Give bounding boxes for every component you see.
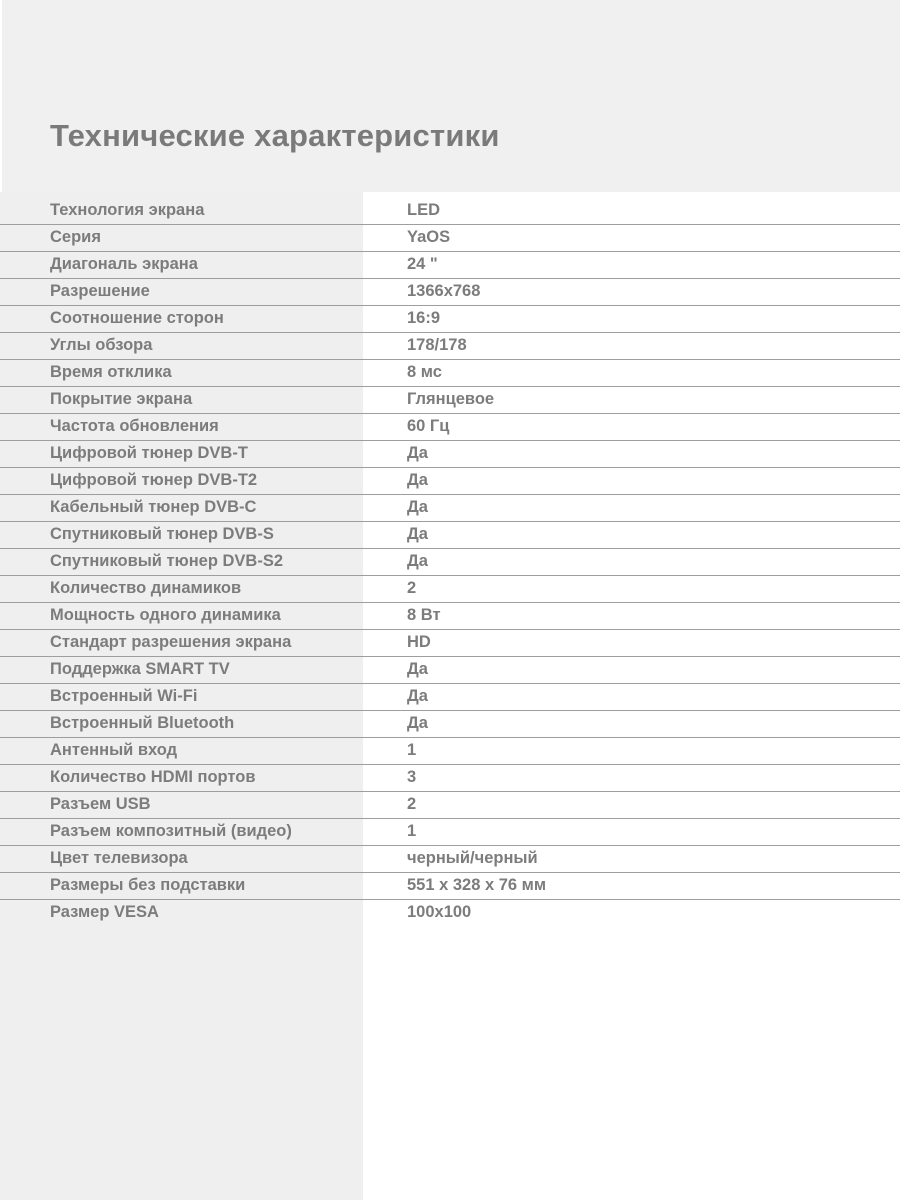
spec-value: 16:9 <box>407 309 441 327</box>
spec-value: 1 <box>407 822 417 840</box>
spec-value: 178/178 <box>407 336 467 354</box>
spec-value: 1 <box>407 741 417 759</box>
spec-value: Да <box>407 552 428 570</box>
spec-label: Разъем композитный (видео) <box>50 822 292 840</box>
spec-value: Да <box>407 444 428 462</box>
spec-row <box>0 441 900 468</box>
spec-label: Встроенный Wi-Fi <box>50 687 198 705</box>
spec-label: Размер VESA <box>50 903 159 921</box>
spec-row <box>0 522 900 549</box>
spec-value: Да <box>407 687 428 705</box>
spec-row <box>0 603 900 630</box>
spec-value: Да <box>407 471 428 489</box>
spec-label: Размеры без подставки <box>50 876 246 894</box>
spec-row <box>0 684 900 711</box>
spec-label: Антенный вход <box>50 741 178 759</box>
spec-value: 60 Гц <box>407 417 450 435</box>
spec-value: 2 <box>407 579 417 597</box>
spec-label: Встроенный Bluetooth <box>50 714 235 732</box>
spec-label: Диагональ экрана <box>50 255 198 273</box>
spec-value: 551 x 328 x 76 мм <box>407 876 547 894</box>
spec-value: черный/черный <box>407 849 538 867</box>
spec-label: Соотношение сторон <box>50 309 224 327</box>
spec-label: Технология экрана <box>50 201 205 219</box>
spec-row <box>0 198 900 225</box>
spec-row <box>0 306 900 333</box>
spec-label: Стандарт разрешения экрана <box>50 633 292 651</box>
spec-value: YaOS <box>407 228 451 246</box>
spec-row <box>0 495 900 522</box>
spec-label: Цвет телевизора <box>50 849 188 867</box>
spec-row <box>0 333 900 360</box>
spec-row <box>0 279 900 306</box>
spec-label: Серия <box>50 228 101 246</box>
spec-value: LED <box>407 201 440 219</box>
spec-value: Да <box>407 498 428 516</box>
spec-row <box>0 576 900 603</box>
spec-label: Кабельный тюнер DVB-C <box>50 498 257 516</box>
spec-row <box>0 549 900 576</box>
spec-value: Да <box>407 714 428 732</box>
spec-label: Цифровой тюнер DVB-T <box>50 444 248 462</box>
spec-row <box>0 360 900 387</box>
spec-value: Да <box>407 525 428 543</box>
spec-label: Количество HDMI портов <box>50 768 256 786</box>
spec-row <box>0 252 900 279</box>
spec-row <box>0 468 900 495</box>
spec-row <box>0 792 900 819</box>
spec-label: Цифровой тюнер DVB-T2 <box>50 471 258 489</box>
spec-label: Поддержка SMART TV <box>50 660 230 678</box>
spec-value: HD <box>407 633 431 651</box>
spec-label: Спутниковый тюнер DVB-S2 <box>50 552 284 570</box>
spec-label: Количество динамиков <box>50 579 242 597</box>
spec-value: 2 <box>407 795 417 813</box>
spec-value: Да <box>407 660 428 678</box>
spec-label: Спутниковый тюнер DVB-S <box>50 525 274 543</box>
spec-row <box>0 765 900 792</box>
spec-label: Разрешение <box>50 282 150 300</box>
spec-row <box>0 846 900 873</box>
header-band <box>2 0 900 192</box>
spec-label: Покрытие экрана <box>50 390 193 408</box>
spec-label: Частота обновления <box>50 417 219 435</box>
spec-row <box>0 738 900 765</box>
spec-value: Глянцевое <box>407 390 495 408</box>
spec-label: Разъем USB <box>50 795 151 813</box>
page-title: Технические характеристики <box>50 118 500 153</box>
spec-row <box>0 711 900 738</box>
spec-label: Мощность одного динамика <box>50 606 281 624</box>
spec-label: Время отклика <box>50 363 172 381</box>
spec-value: 3 <box>407 768 417 786</box>
spec-row <box>0 414 900 441</box>
spec-row <box>0 630 900 657</box>
spec-row <box>0 819 900 846</box>
spec-table <box>0 198 900 926</box>
spec-row <box>0 225 900 252</box>
spec-row <box>0 387 900 414</box>
spec-value: 8 Вт <box>407 606 441 624</box>
spec-value: 1366x768 <box>407 282 481 300</box>
spec-row <box>0 873 900 900</box>
spec-value: 24 " <box>407 255 438 273</box>
spec-value: 100x100 <box>407 903 472 921</box>
spec-row <box>0 657 900 684</box>
spec-value: 8 мс <box>407 363 442 381</box>
spec-label: Углы обзора <box>50 336 153 354</box>
spec-row <box>0 900 900 926</box>
